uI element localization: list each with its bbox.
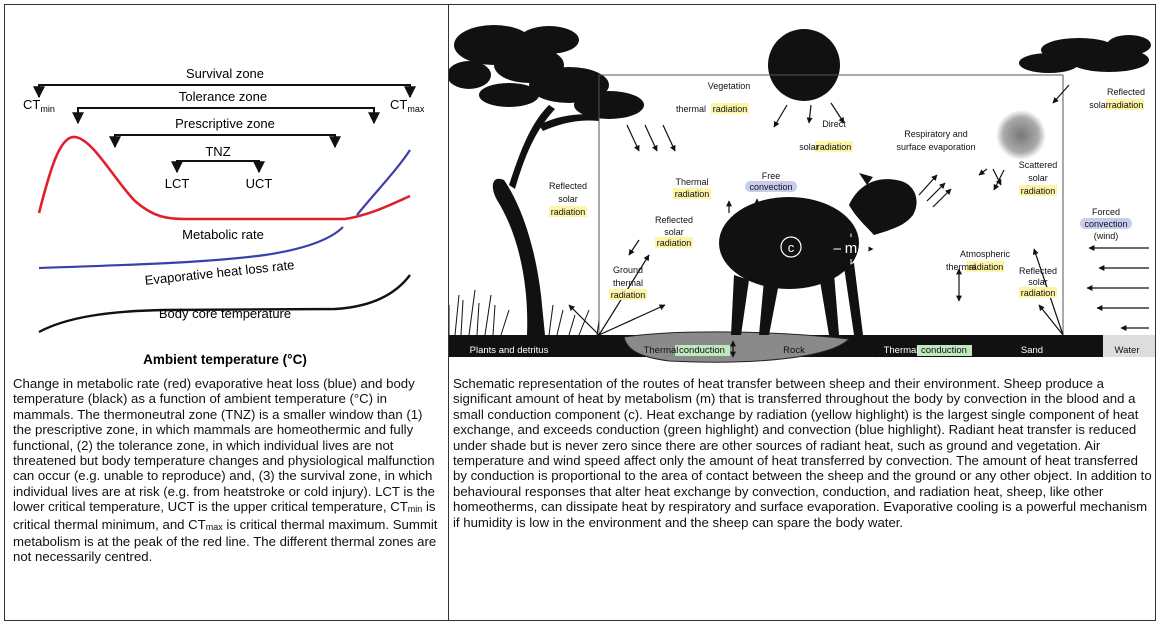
direct-label: Direct	[822, 119, 846, 129]
scattered-radiation-label: radiation	[1020, 186, 1056, 196]
body-core-temperature-curve	[39, 275, 410, 332]
rock-thermal-label: Thermal	[643, 345, 679, 356]
reflected-sheep-label: Reflected	[654, 215, 694, 225]
c-label: c	[787, 240, 795, 255]
thermal-radiation-label: radiation	[674, 189, 710, 199]
reflected-cloud-solar-label: solar	[1089, 100, 1109, 110]
reflected-sand-solar-label: solar	[1028, 277, 1048, 287]
ground-radiation-label: radiation	[610, 290, 646, 300]
atmospheric-label: Atmospheric	[959, 249, 1011, 259]
vegetation-thermal-label: thermal	[675, 104, 707, 114]
evaporative-heat-loss-label: Evaporative heat loss rate	[144, 257, 296, 288]
water-label: Water	[1114, 345, 1140, 356]
evaporative-curve-upper	[357, 150, 410, 215]
rock-label: Rock	[783, 345, 805, 356]
scattered-solar-label: solar	[1028, 173, 1048, 183]
free-convection-label: convection	[749, 182, 793, 192]
body-core-temperature-label: Body core temperature	[158, 306, 292, 321]
right-caption: Schematic representation of the routes of heat transfer between sheep and their environment. Sheep produce a significant amount of heat by metabolism (m) that is transferred throughout the body by convection in the blood and a small conduction component (c). Heat exchange by radiation (yellow highlight) is the largest single component of heat exchange, and exceeds conduction (green highlight) and convection (blue highlight). Radiant heat transfer is reduced under shade but is never zero since there are other sources of radiant heat, such as ground and vegetation. Air temperature and wind speed affect only the amount of heat transferred by convection. The amount of heat transferred by conduction is proportional to the area of contact between the sheep and the ground or any other object. In addition to behavioural responses that alter heat exchange by convection, conduction, and radiation heat, sheep, like other homeotherms, can dissipate heat by respiratory and surface evaporation. Evaporative cooling is a powerful mechanism if humidity is low in the environment and the sheep can spare the body water.	[453, 376, 1152, 530]
free-label: Free	[761, 171, 781, 181]
scattered-label: Scattered	[1018, 160, 1058, 170]
metabolic-rate-label: Metabolic rate	[182, 227, 264, 242]
reflected-left-label: Reflected	[548, 181, 588, 191]
sheep-heat-transfer-diagram	[449, 5, 1155, 373]
reflected-left-solar-label: solar	[558, 194, 578, 204]
tree-silhouette	[449, 25, 644, 335]
cloud-icon	[1019, 35, 1151, 73]
ct-max-label: $CT_{max}$	[390, 97, 425, 114]
respiratory-label-2: surface evaporation	[896, 142, 976, 152]
thermal-label: Thermal	[675, 177, 709, 187]
ct-min-label: $CT_{min}$	[23, 97, 55, 114]
atmospheric-radiation-label: radiation	[968, 262, 1004, 272]
ground-label: Ground	[612, 265, 644, 275]
tolerance-zone-label: Tolerance zone	[178, 89, 268, 104]
survival-zone-label: Survival zone	[185, 66, 265, 81]
thermal-zones-diagram	[5, 5, 448, 375]
direct-solar-label: solar	[799, 142, 819, 152]
reflected-sheep-solar-label: solar	[664, 227, 684, 237]
reflected-left-radiation-label: radiation	[550, 207, 586, 217]
direct-radiation-label: radiation	[816, 142, 852, 152]
vegetation-radiation-label: radiation	[712, 104, 748, 114]
sand-thermal-label: Thermal	[883, 345, 919, 356]
reflected-sand-label: Reflected	[1018, 266, 1058, 276]
tnz-bracket	[165, 144, 273, 191]
x-axis-label: Ambient temperature (°C)	[143, 352, 307, 367]
sand-label: Sand	[1020, 345, 1044, 356]
tnz-label: TNZ	[205, 144, 231, 159]
sheep-silhouette	[719, 173, 917, 335]
reflected-sand-radiation-label: radiation	[1020, 288, 1056, 298]
m-label: m	[844, 240, 858, 257]
rock-conduction-label: conduction	[679, 345, 725, 356]
prescriptive-zone-label: Prescriptive zone	[175, 116, 275, 131]
forced-convection-label: convection	[1084, 219, 1128, 229]
sand-conduction-label: conduction	[921, 345, 967, 356]
forced-label: Forced	[1091, 207, 1121, 217]
wind-label: (wind)	[1093, 231, 1119, 241]
plants-detritus-label: Plants and detritus	[469, 345, 549, 356]
scattered-particles-icon	[996, 110, 1046, 160]
prescriptive-zone-bracket	[115, 116, 335, 147]
reflected-sheep-radiation-label: radiation	[656, 238, 692, 248]
respiratory-label-1: Respiratory and	[904, 129, 968, 139]
ground-thermal-label: thermal	[612, 278, 644, 288]
vegetation-label: Vegetation	[707, 81, 751, 91]
reflected-cloud-radiation-label: radiation	[1108, 100, 1144, 110]
sun-icon	[768, 29, 840, 101]
left-caption: Change in metabolic rate (red) evaporative heat loss (blue) and body temperature (black) as a function of ambient temperature (°C) in mammals. The thermoneutral zone (TNZ) is a smaller window than (1) the prescriptive zone, in which mammals are homeothermic and fully functional, (2) the tolerance zone, in which individual lives are not threatened but body temperature changes and physiological malfunction can occur (e.g. unable to reproduce) and, (3) the survival zone, in which individual lives are at risk (e.g. from heatstroke or cold injury). LCT is the lower critical temperature, UCT is the upper critical temperature, CTmin is critical thermal minimum, and CTmax is critical thermal maximum. Summit metabolism is at the peak of the red line. The different thermal zones are not necessarily centred.	[13, 376, 438, 565]
lct-label: LCT	[164, 176, 190, 191]
uct-label: UCT	[245, 176, 273, 191]
atmospheric-thermal-label: thermal	[945, 262, 977, 272]
reflected-cloud-label: Reflected	[1106, 87, 1146, 97]
